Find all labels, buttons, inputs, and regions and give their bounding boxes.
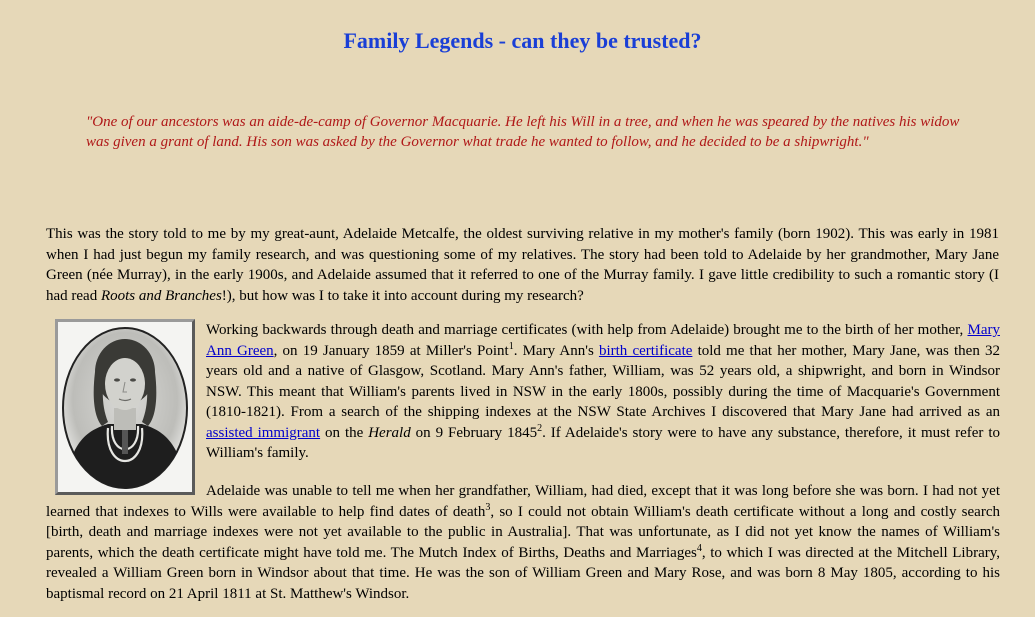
page-title: Family Legends - can they be trusted? — [343, 28, 702, 53]
book-title: Roots and Branches — [100, 287, 222, 304]
footnote-2: 2 — [537, 422, 543, 434]
footnote-1: 1 — [508, 340, 514, 352]
footnote-3: 3 — [485, 501, 491, 513]
intro-paragraph — [46, 224, 999, 306]
mary-ann-green-link[interactable]: Mary Ann Green — [206, 322, 1000, 359]
footnote-4: 4 — [696, 542, 702, 554]
research-text-f: on 9 February 1845 — [410, 424, 538, 441]
legend-quote: "One of our ancestors was an aide-de-camp of Governor Macquarie. He left his Will in a tree, and when he was speared by the natives his widow was given a grant of land. His son was asked by the Governor what trade he wanted to follow, and he decided to be a shipwright." — [86, 114, 960, 150]
portrait-photo — [55, 319, 195, 495]
research-text-e: on the — [320, 424, 369, 441]
research-paragraph — [206, 320, 1000, 464]
birth-certificate-link[interactable]: birth certificate — [598, 342, 693, 359]
ship-name: Herald — [368, 424, 411, 441]
intro-text-a: This was the story told to me by my great-aunt, Adelaide Metcalfe, the oldest surviving relative in my mother's family (born 1902). This was early in 1981 when I had just begun my family research, and was questioning some of my relatives. The story had been told to Adelaide by her grandmother, Mary Jane Green (née Murray), in the early 1900s, and Adelaide assumed that it referred to one of the Murray family. I gave little credibility to such a romantic story (I had read — [46, 226, 999, 304]
research-text-a: Working backwards through death and marriage certificates (with help from Adelaide) brought me to the birth of her mother, — [206, 322, 968, 338]
research-text-c: . Mary Ann's — [513, 342, 599, 359]
death-text-b: , so I could not obtain William's death certificate without a long and costly search [birth, death and marriage indexes were not yet available to the public in Australia]. That was unfortunate, as I did not yet know the names of William's parents, which the death certificate might have told me. The Mutch Index of Births, Deaths and Marriages — [46, 503, 1000, 561]
death-search-paragraph — [46, 481, 1000, 604]
death-text-a: Adelaide was unable to tell me when her grandfather, William, had died, except that it was long before she was born. I had not yet learned that indexes to Wills were available to help find dates of death — [46, 483, 1000, 520]
research-text-b: , on 19 January 1859 at Miller's Point — [273, 342, 509, 359]
death-text-c: , to which I was directed at the Mitchell Library, revealed a William Green born in Windsor about that time. He was the son of William Green and Mary Rose, and was born 8 May 1805, according to his baptismal record on 21 April 1811 at St. Matthew's Windsor. — [46, 544, 1000, 602]
intro-text-b: !), but how was I to take it into account during my research? — [221, 287, 584, 304]
portrait-image — [58, 322, 192, 492]
research-text-d: told me that her mother, Mary Jane, was then 32 years old and a native of Glasgow, Scotland. Mary Ann's father, William, was 52 years old, a shipwright, and born in Windsor NSW. This meant that William's parents lived in NSW in the early 1800s, possibly during the time of Macquarie's Government (1810-1821). From a search of the shipping indexes at the NSW State Archives I discovered that Mary Jane had arrived as an — [206, 342, 1000, 420]
assisted-immigrant-link[interactable]: assisted immigrant — [206, 424, 321, 441]
research-text-g: . If Adelaide's story were to have any substance, therefore, it must refer to William's family. — [206, 424, 1000, 461]
